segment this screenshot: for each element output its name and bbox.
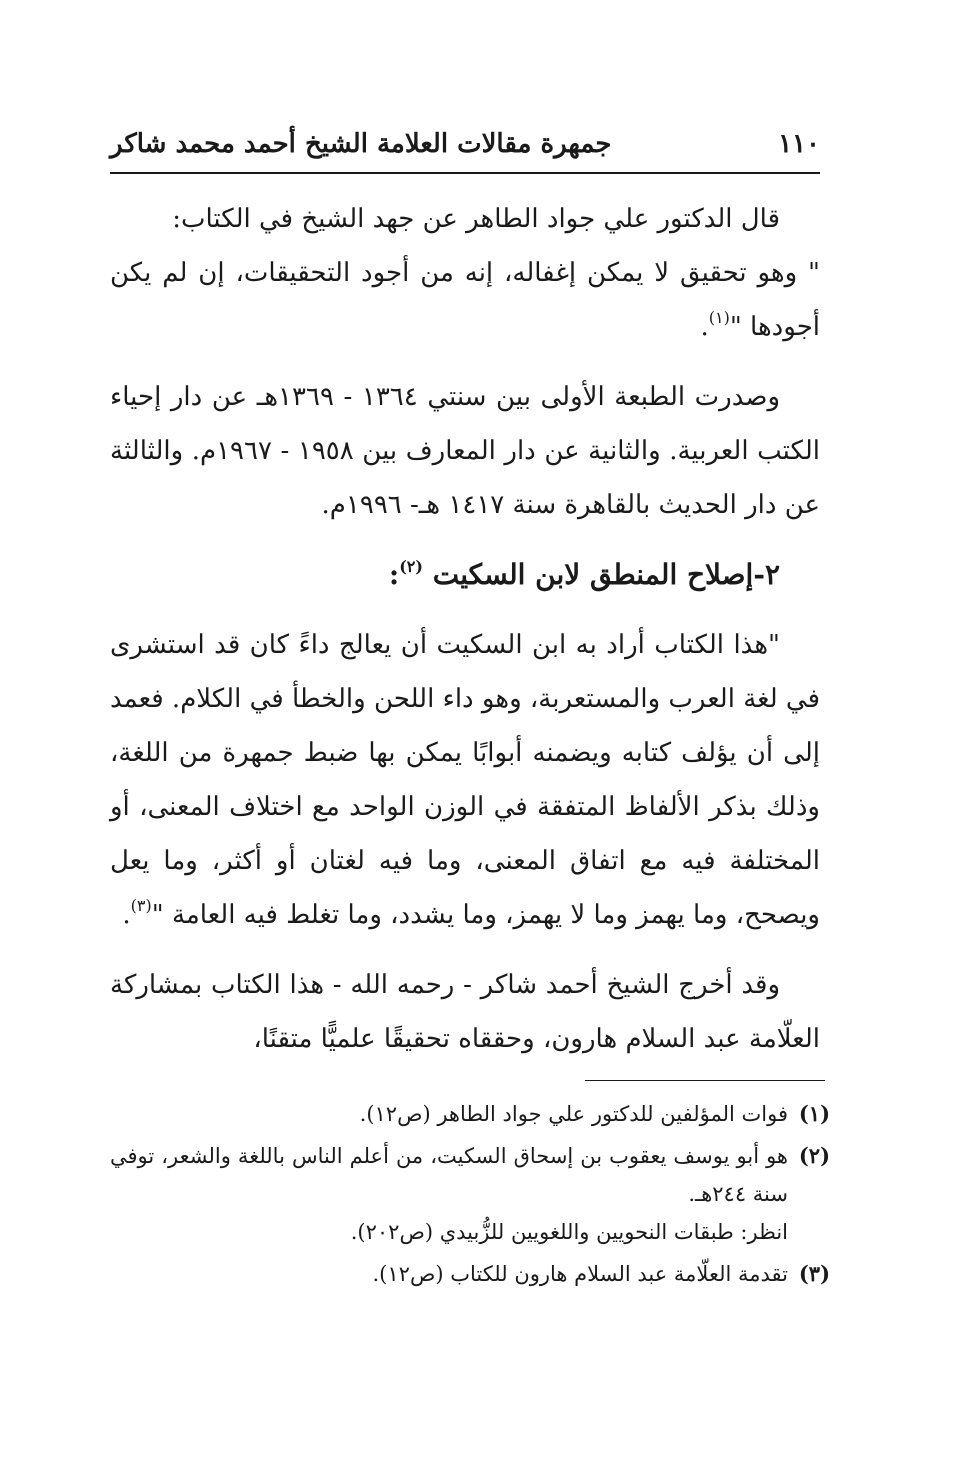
section-heading-colon: : xyxy=(388,558,400,591)
paragraph-2: وصدرت الطبعة الأولى بين سنتي ١٣٦٤ - ١٣٦٩هـ عن دار إحياء الكتب العربية. والثانية عن دار المعارف بين ١٩٥٨ - ١٩٦٧م. والثالثة عن دار الحديث بالقاهرة سنة ١٤١٧ هـ- ١٩٩٦م. xyxy=(110,382,820,520)
footnote-ref-3[interactable]: (٣) xyxy=(130,896,152,915)
footnote-rule xyxy=(585,1080,825,1081)
section-heading xyxy=(110,548,820,602)
footnote-2-reference: انظر: طبقات النحويين واللغويين للزُّبيدي (ص٢٠٢). xyxy=(350,1220,788,1244)
paragraph-1 xyxy=(110,192,820,354)
footnote-2 xyxy=(110,1137,830,1251)
paragraph-1-intro: قال الدكتور علي جواد الطاهر عن جهد الشيخ في الكتاب: xyxy=(172,204,780,234)
paragraph-3-end: . xyxy=(122,900,131,930)
footnotes xyxy=(110,1095,830,1297)
section-heading-text: ٢-إصلاح المنطق لابن السكيت xyxy=(432,558,780,591)
footnote-2-text: هو أبو يوسف يعقوب بن إسحاق السكيت، من أعلم الناس باللغة والشعر، توفي سنة ٢٤٤هـ. xyxy=(110,1144,788,1206)
paragraph-1-end: . xyxy=(700,312,709,342)
footnote-1 xyxy=(110,1095,830,1133)
footnote-2-mark: (٢) xyxy=(798,1143,830,1168)
paragraph-1-quote: " وهو تحقيق لا يمكن إغفاله، إنه من أجود التحقيقات، إن لم يكن أجودها " xyxy=(110,258,820,342)
body-text xyxy=(110,192,820,1082)
paragraph-3-quote: "هذا الكتاب أراد به ابن السكيت أن يعالج داءً كان قد استشرى في لغة العرب والمستعربة، وهو داء اللحن والخطأ في الكلام. فعمد إلى أن يؤلف كتابه ويضمنه أبوابًا يمكن بها ضبط جمهرة من اللغة، وذلك بذكر الألفاظ المتفقة في الوزن الواحد مع اختلاف المعنى، أو المختلفة فيه مع اتفاق المعنى، وما فيه لغتان أو أكثر، وما يعل ويصحح، وما يهمز وما لا يهمز، وما يشدد، وما تغلط فيه العامة " xyxy=(110,630,820,930)
footnote-1-mark: (١) xyxy=(798,1101,830,1126)
footnote-3-mark: (٣) xyxy=(798,1261,830,1286)
running-header xyxy=(110,120,820,168)
page-number: ١١٠ xyxy=(778,129,820,159)
paragraph-4: وقد أخرج الشيخ أحمد شاكر - رحمه الله - هذا الكتاب بمشاركة العلّامة عبد السلام هارون، وحققاه تحقيقًا علميًّا متقنًا، xyxy=(110,970,820,1054)
footnote-3-text: تقدمة العلّامة عبد السلام هارون للكتاب (ص١٢). xyxy=(372,1262,788,1286)
header-title: جمهرة مقالات العلامة الشيخ أحمد محمد شاكر xyxy=(110,129,612,159)
footnote-3 xyxy=(110,1255,830,1293)
header-rule xyxy=(110,172,820,174)
paragraph-3 xyxy=(110,618,820,942)
footnote-ref-2[interactable]: (٢) xyxy=(399,557,423,576)
footnote-ref-1[interactable]: (١) xyxy=(708,308,730,327)
footnote-1-text: فوات المؤلفين للدكتور علي جواد الطاهر (ص١٢). xyxy=(359,1102,788,1126)
